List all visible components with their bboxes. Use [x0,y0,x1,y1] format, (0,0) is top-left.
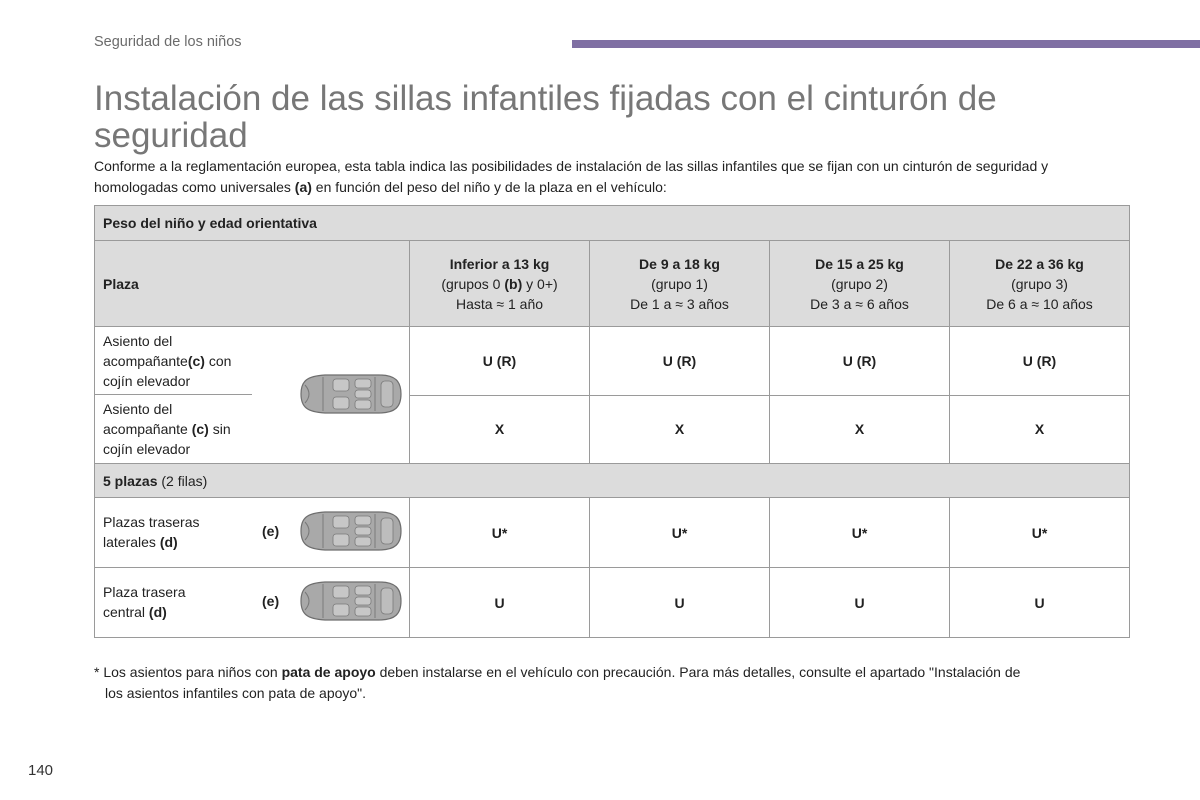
row-divider [95,394,252,395]
car-front-seat-icon [295,371,405,417]
value-cell: U* [770,498,950,568]
section-row-text: (2 filas) [157,472,208,489]
row-label-line: con [204,353,232,369]
intro-text-2: en función del peso del niño y de la plaza en el vehículo: [311,178,667,195]
footnote [94,662,1134,703]
column-sub: (grupo 2) [831,275,888,292]
footnote-text-3: los asientos infantiles con pata de apoyo". [105,684,367,701]
column-header-0 [410,241,590,327]
page-title: Instalación de las sillas infantiles fijadas con el cinturón de seguridad [94,79,997,155]
row-label-line: acompañante [103,421,192,437]
row-label-line: Plaza trasera [103,584,186,600]
column-title: De 22 a 36 kg [995,255,1084,272]
value-cell: X [590,395,770,464]
weight-header-cell [95,206,1130,241]
page-number: 140 [28,762,54,779]
row-ref-d: (d) [159,534,178,550]
row-ref-d: (d) [148,604,167,620]
value-cell: X [410,395,590,464]
footnote-text-1: * Los asientos para niños con [94,664,282,680]
note-ref-e: (e) [262,523,280,539]
column-age: De 3 a ≈ 6 años [810,295,909,312]
value-cell: U* [590,498,770,568]
footnote-bold: pata de apoyo [281,664,376,680]
installation-table [94,205,1130,638]
row-label-line: sin [208,421,231,437]
value-cell: X [770,395,950,464]
row-label-line: laterales [103,534,160,550]
value-cell: U [770,568,950,638]
row-label-line: cojín elevador [103,441,191,457]
note-ref-e: (e) [262,593,280,609]
column-sub-post: y 0+) [522,275,558,292]
row-label-line: cojín elevador [103,373,191,389]
header-accent-bar [572,40,1200,48]
column-sub: (grupo 1) [651,275,708,292]
value-cell: U [590,568,770,638]
column-title: De 15 a 25 kg [815,255,904,272]
column-header-3 [950,241,1130,327]
front-passenger-place-cell [95,327,410,464]
value-cell: U (R) [410,327,590,396]
intro-text-1: Conforme a la reglamentación europea, esta tabla indica las posibilidades de instalación de las sillas infantiles que se fijan con un cinturón de seguridad y homologadas como universales [94,158,1049,195]
value-cell: U (R) [950,327,1130,396]
value-cell: X [950,395,1130,464]
row-label-booster [103,331,231,391]
row-label-line: Asiento del [103,401,173,417]
five-seats-section-row [95,464,1130,498]
section-row-bold: 5 plazas [103,472,158,489]
column-sub-pre: (grupos 0 [441,275,505,292]
column-header-1 [590,241,770,327]
row-label-line: Asiento del [103,333,173,349]
value-cell: U [410,568,590,638]
column-age: De 6 a ≈ 10 años [986,295,1093,312]
rear-central-place-cell [95,568,410,638]
section-header: Seguridad de los niños [94,34,242,50]
value-cell: U* [950,498,1130,568]
column-sub-ref: (b) [504,275,523,292]
row-label-line: central [103,604,149,620]
value-cell: U (R) [770,327,950,396]
rear-lateral-place-cell [95,498,410,568]
value-cell: U [950,568,1130,638]
row-ref-c: (c) [191,421,209,437]
car-rear-central-seat-icon [295,578,405,624]
car-rear-lateral-seats-icon [295,508,405,554]
row-label-line: acompañante [103,353,188,369]
weight-header-label: Peso del niño y edad orientativa [103,215,317,231]
column-sub: (grupo 3) [1011,275,1068,292]
intro-paragraph [94,156,1124,197]
row-ref-c: (c) [187,353,205,369]
footnote-text-2: deben instalarse en el vehículo con precaución. Para más detalles, consulte el apartado "Instalación de [375,664,1021,680]
row-label-rear-central [103,582,185,622]
place-header-cell [95,241,410,327]
row-label-rear-lateral [103,512,199,552]
column-age: De 1 a ≈ 3 años [630,295,729,312]
column-title: De 9 a 18 kg [639,255,720,272]
value-cell: U* [410,498,590,568]
row-label-no-booster [103,399,231,459]
column-header-2 [770,241,950,327]
column-age: Hasta ≈ 1 año [455,295,544,312]
intro-ref-a: (a) [294,178,312,195]
column-title: Inferior a 13 kg [449,255,550,272]
place-header-label: Plaza [103,275,139,292]
row-label-line: Plazas traseras [103,514,200,530]
value-cell: U (R) [590,327,770,396]
